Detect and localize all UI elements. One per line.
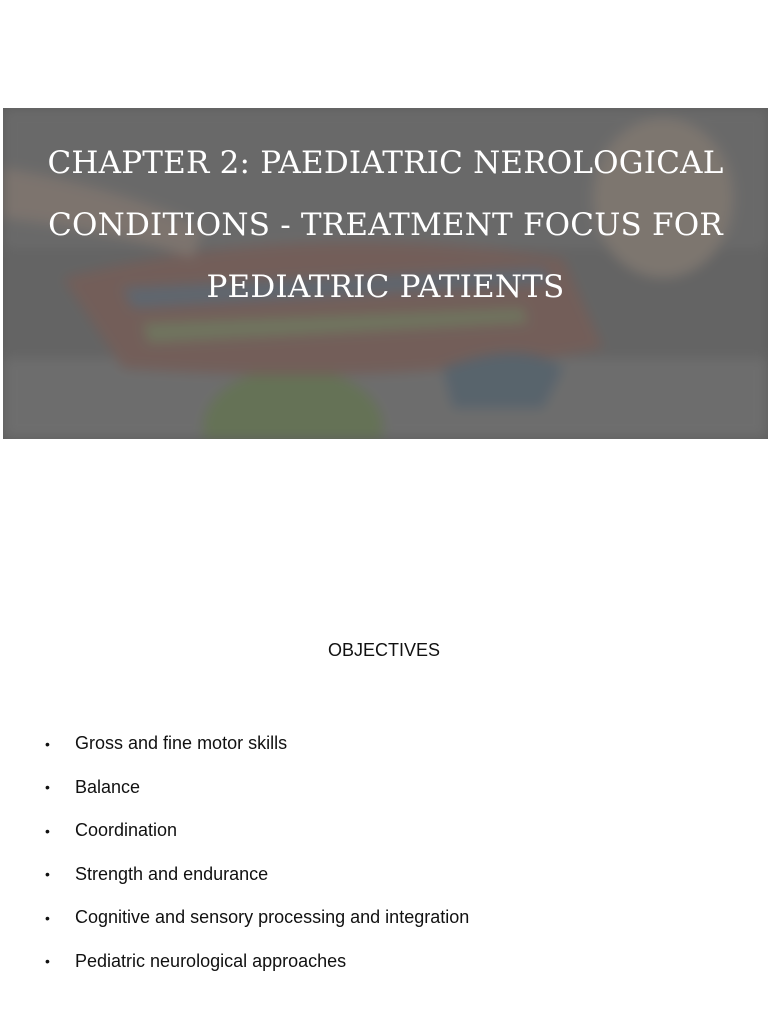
bullet-icon: •: [45, 779, 50, 796]
list-item-text: Pediatric neurological approaches: [75, 950, 347, 971]
page-title: CHAPTER 2: PAEDIATRIC NEROLOGICAL CONDITIONS - TREATMENT FOCUS FOR PEDIATRIC PATIENTS: [47, 145, 724, 305]
list-item: [45, 940, 469, 984]
objectives-heading: OBJECTIVES: [327, 640, 441, 660]
list-item: [45, 766, 469, 810]
bullet-icon: •: [45, 735, 50, 752]
bullet-icon: •: [45, 953, 50, 970]
list-item: [45, 809, 469, 853]
list-item: [45, 896, 469, 940]
bullet-icon: •: [45, 909, 50, 926]
list-item-text: Balance: [75, 776, 141, 797]
bullet-icon: •: [45, 822, 50, 839]
list-item-text: Gross and fine motor skills: [75, 733, 288, 754]
bullet-icon: •: [45, 866, 50, 883]
title-banner: [3, 108, 768, 439]
list-item-text: Cognitive and sensory processing and integration: [75, 907, 470, 928]
objectives-list: [45, 722, 469, 983]
list-item: [45, 853, 469, 897]
list-item-text: Strength and endurance: [75, 863, 269, 884]
list-item: [45, 722, 469, 766]
list-item-text: Coordination: [75, 820, 178, 841]
